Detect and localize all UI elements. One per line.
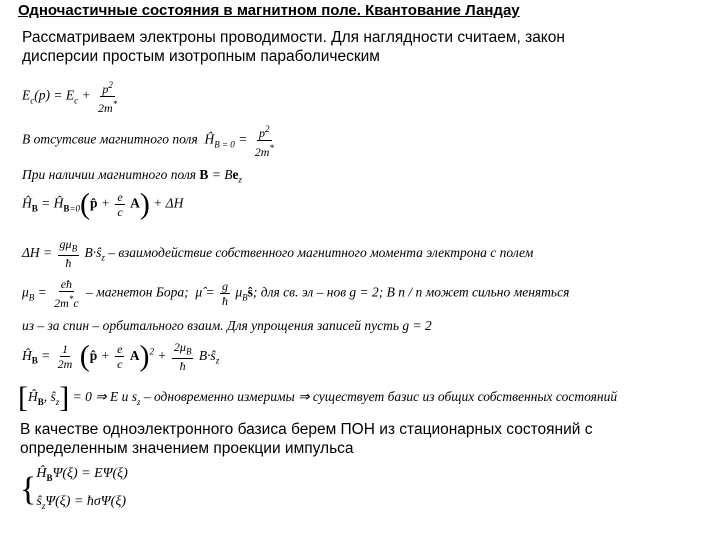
bohr-formula: $\mu_B$ = $\frac{eħ}{2m^*c}$ – магнетон Бора; μ̂ = $\frac{g}{ħ}$ $\mu_Bŝ$; для св. эл – нов g = 2; B п / п может сильно меняться bbox=[22, 277, 570, 310]
no-field-text: В отсутсвие магнитного поля bbox=[22, 131, 198, 147]
spin-formula: ΔH = $\frac{g\mu_B}{ħ}$ $B\cdot ŝ_z$ – взаимодействие собственного магнитного момента электрона с полем bbox=[22, 237, 534, 271]
conclusion-line-2: определенным значением проекции импульса bbox=[20, 440, 354, 457]
slide-title: Одночастичные состояния в магнитном поле. Квантование Ландау bbox=[18, 2, 520, 19]
intro-line-2: дисперсии простым изотропным параболическим bbox=[22, 48, 380, 65]
commutator-formula: [$Ĥ_B$, $ŝ_z] = 0$ ⇒ E и $s_z$ – одновременно измеримы ⇒ существует базис из общих собственных состояний bbox=[18, 381, 618, 414]
intro-line-1: Рассматриваем электроны проводимости. Для наглядности считаем, закон bbox=[22, 29, 565, 46]
with-field-text: При наличии магнитного поля bbox=[22, 167, 197, 182]
conclusion-paragraph bbox=[20, 420, 592, 458]
spin-orbit-line: из – за спин – орбитального взаим. Для упрощения записей пусть g = 2 bbox=[22, 318, 432, 333]
commute-text: – одновременно измеримы ⇒ существует базис из общих собственных состояний bbox=[143, 389, 618, 405]
eigen-system bbox=[20, 462, 128, 518]
energy-eigen-eq: $Ĥ_B\Psi(\xi) = E\Psi(\xi)$ bbox=[36, 466, 128, 483]
hamiltonian-formula: $Ĥ_B$ = $Ĥ_{B=0}(p̂$ + $\frac{e}{c}$ A) + ΔH bbox=[22, 187, 184, 221]
spin-text: – взаимодействие собственного магнитного момента электрона с полем bbox=[108, 244, 534, 260]
system-brace: { bbox=[20, 470, 37, 508]
intro-paragraph bbox=[22, 28, 565, 66]
with-field-formula: При наличии магнитного поля $B = Be_z$ bbox=[22, 167, 243, 185]
bohr-tail: для св. эл – нов g = 2; B п / п может сильно меняться bbox=[260, 284, 570, 300]
spin-eigen-eq: $ŝ_z\Psi(\xi)$ = ħσΨ(ξ) bbox=[36, 493, 126, 511]
dispersion-formula: $E_c(p) = E_c$ + $\frac{p^2}{2m^*}$ bbox=[22, 80, 118, 115]
final-hamiltonian-formula: $Ĥ_B$ = $\frac{1}{2m}$ (p̂ + $\frac{e}{c}$ A)$^2$ + $\frac{2\mu_B}{ħ}$ $B\cdot ŝ_z$ bbox=[22, 339, 220, 374]
no-field-formula: В отсутсвие магнитного поля $Ĥ_{B = 0}$ = $\frac{p^2}{2m^*}$ bbox=[22, 124, 274, 159]
bohr-text: – магнетон Бора; bbox=[86, 284, 189, 300]
conclusion-line-1: В качестве одноэлектронного базиса берем ПОН из стационарных состояний с bbox=[20, 421, 593, 438]
